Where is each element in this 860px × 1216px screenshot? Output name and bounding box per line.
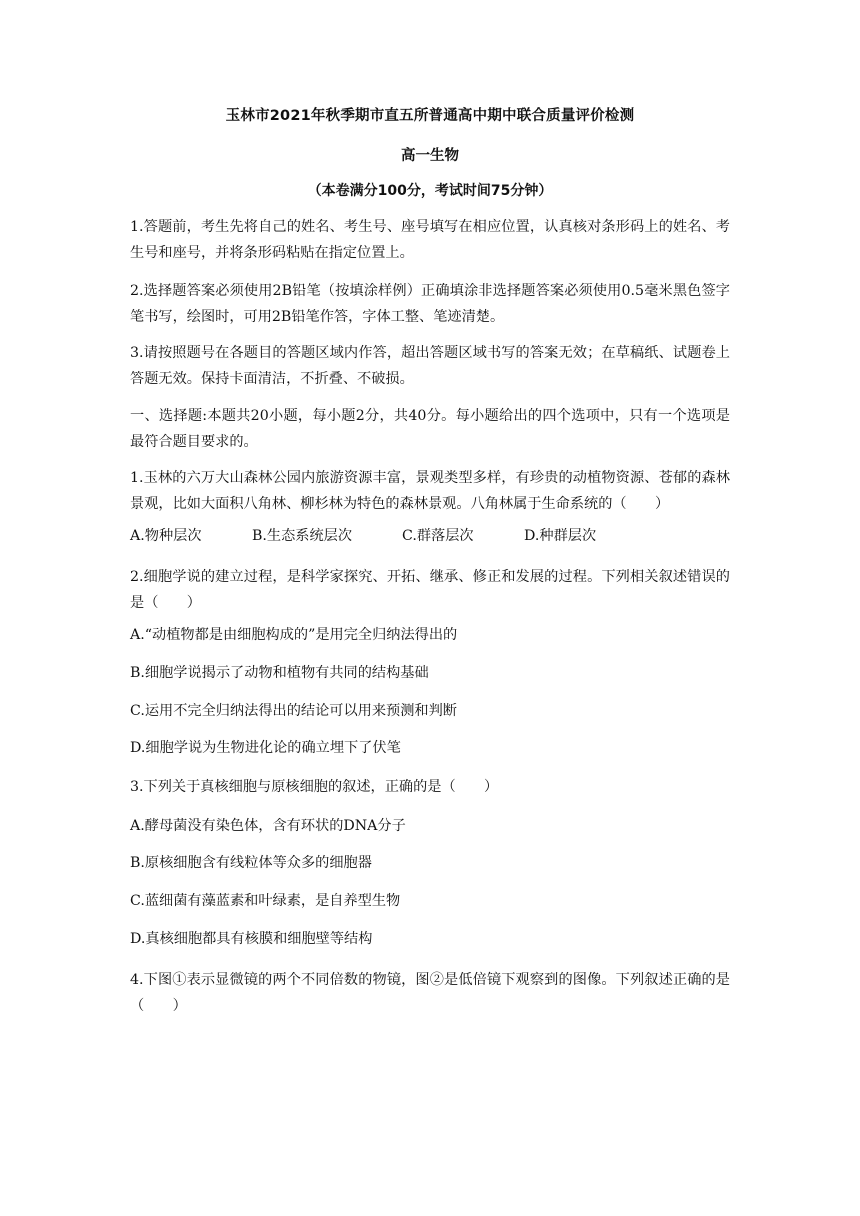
question-3-option-a: A.酵母菌没有染色体，含有环状的DNA分子 bbox=[130, 818, 406, 834]
instruction-2: 2.选择题答案必须使用2B铅笔（按填涂样例）正确填涂非选择题答案必须使用0.5毫米黑色签字笔书写，绘图时，可用2B铅笔作答，字体工整、笔迹清楚。 bbox=[130, 283, 730, 325]
question-3-stem: 3.下列关于真核细胞与原核细胞的叙述，正确的是（ ） bbox=[130, 779, 499, 795]
question-1-stem: 1.玉林的六万大山森林公园内旅游资源丰富，景观类型多样，有珍贵的动植物资源、苍郁的森林景观，比如大面积八角林、柳杉林为特色的森林景观。八角林属于生命系统的（ ） bbox=[130, 470, 730, 512]
question-3-option-b: B.原核细胞含有线粒体等众多的细胞器 bbox=[130, 855, 372, 871]
question-2-option-a: A.“动植物都是由细胞构成的”是用完全归纳法得出的 bbox=[130, 627, 458, 643]
question-3-option-d: D.真核细胞都具有核膜和细胞壁等结构 bbox=[130, 931, 373, 947]
question-1-options bbox=[130, 523, 730, 549]
question-1-option-b: B.生态系统层次 bbox=[252, 528, 353, 544]
question-3-option-c: C.蓝细菌有藻蓝素和叶绿素，是自养型生物 bbox=[130, 893, 401, 909]
question-2-option-c: C.运用不完全归纳法得出的结论可以用来预测和判断 bbox=[130, 703, 457, 719]
instruction-3: 3.请按照题号在各题目的答题区域内作答，超出答题区域书写的答案无效；在草稿纸、试题卷上答题无效。保持卡面清洁，不折叠、不破损。 bbox=[130, 345, 730, 387]
question-1-option-c: C.群落层次 bbox=[402, 528, 474, 544]
question-1-option-a: A.物种层次 bbox=[130, 528, 202, 544]
instruction-1: 1.答题前，考生先将自己的姓名、考生号、座号填写在相应位置，认真核对条形码上的姓名、考生号和座号，并将条形码粘贴在指定位置上。 bbox=[130, 219, 730, 261]
question-1-option-d: D.种群层次 bbox=[524, 528, 597, 544]
question-2-option-d: D.细胞学说为生物进化论的确立埋下了伏笔 bbox=[130, 740, 401, 756]
question-2-stem: 2.细胞学说的建立过程，是科学家探究、开拓、继承、修正和发展的过程。下列相关叙述错误的是（ ） bbox=[130, 569, 730, 611]
section-heading: 一、选择题:本题共20小题，每小题2分，共40分。每小题给出的四个选项中，只有一个选项是最符合题目要求的。 bbox=[130, 408, 730, 450]
exam-subject: 高一生物 bbox=[401, 148, 459, 164]
exam-title: 玉林市2021年秋季期市直五所普通高中期中联合质量评价检测 bbox=[225, 108, 635, 124]
exam-note: （本卷满分100分，考试时间75分钟） bbox=[307, 183, 553, 199]
question-2-option-b: B.细胞学说揭示了动物和植物有共同的结构基础 bbox=[130, 665, 429, 681]
question-4-stem: 4.下图①表示显微镜的两个不同倍数的物镜，图②是低倍镜下观察到的图像。下列叙述正确的是（ ） bbox=[130, 972, 730, 1014]
